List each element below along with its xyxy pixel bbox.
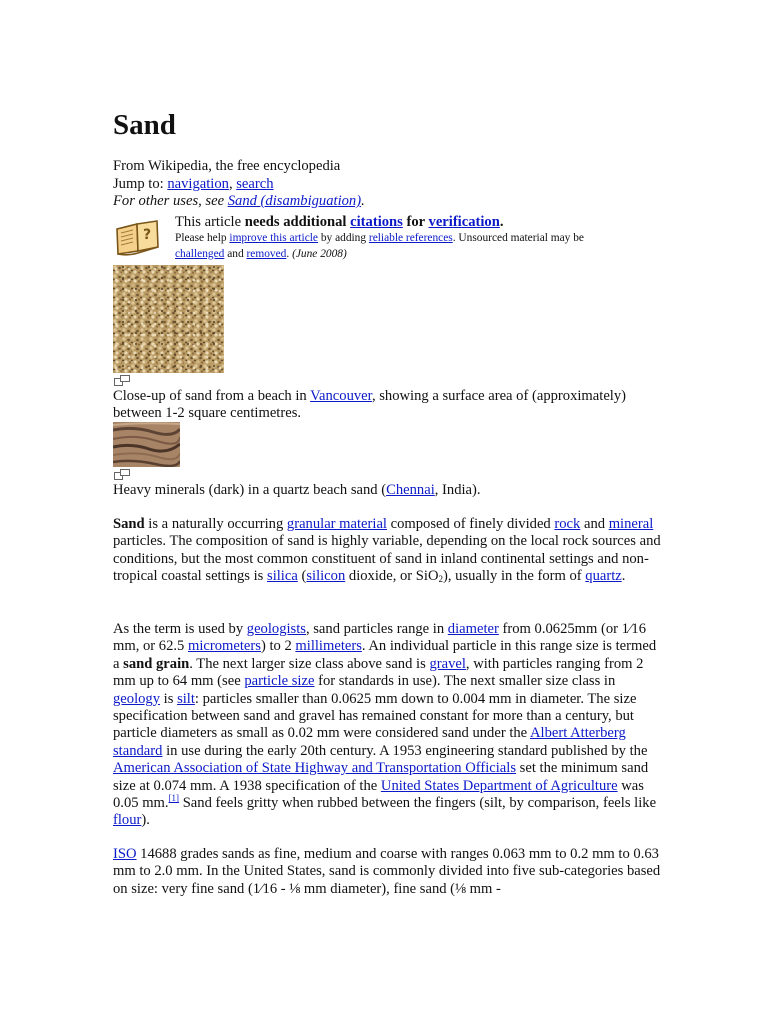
book-question-icon <box>113 217 163 257</box>
notice-text: . Unsourced material may be <box>452 232 584 244</box>
paragraph-text: . The next larger size class above sand is <box>189 655 430 672</box>
hatnote-prefix: For other uses, see <box>113 193 228 209</box>
reference-1-link[interactable]: [1] <box>168 793 180 804</box>
caption-text: , showing a surface area of (approximately) between 1-2 square centimetres. <box>113 388 627 422</box>
paragraph-text: from 0.0625mm (or 1⁄16 mm, or 62.5 <box>113 621 647 655</box>
paragraph-text: ), usually in the form of <box>443 568 586 585</box>
paragraph-text: was 0.05 mm. <box>113 777 644 812</box>
notice-detail <box>175 231 655 262</box>
iso-paragraph <box>113 846 661 898</box>
paragraph-text: , sand particles range in <box>305 621 448 637</box>
heavy-minerals-image[interactable] <box>113 422 180 467</box>
page-title: Sand <box>113 109 176 141</box>
millimeters-link[interactable]: millimeters <box>295 638 362 655</box>
notice-text: . <box>286 247 293 260</box>
chennai-link[interactable]: Chennai <box>386 482 435 498</box>
paragraph-text: ). <box>141 812 150 829</box>
hatnote-suffix: . <box>361 193 365 209</box>
granular-material-link[interactable]: granular material <box>286 516 387 532</box>
standard-link[interactable]: standard <box>113 742 163 759</box>
geologists-link[interactable]: geologists <box>246 621 306 637</box>
silt-link[interactable]: silt <box>177 690 195 707</box>
enlarge-icon[interactable] <box>114 375 130 386</box>
paragraph-text: set the minimum sand size at 0.074 mm. A 1938 specification of the <box>113 760 649 794</box>
subscript: 2 <box>438 574 444 585</box>
intro-paragraph <box>113 516 661 586</box>
paragraph-text: dioxide, or SiO <box>345 568 439 585</box>
reliable-references-link[interactable]: reliable references <box>368 232 453 244</box>
albert-atterberg-link[interactable]: Albert Atterberg <box>530 725 626 742</box>
challenged-link[interactable]: challenged <box>175 247 225 260</box>
notice-emphasis: needs additional <box>244 214 351 230</box>
diameter-link[interactable]: diameter <box>447 621 499 637</box>
mineral-link[interactable]: mineral <box>608 516 654 532</box>
jump-links <box>113 176 274 193</box>
notice-text: by adding <box>317 232 369 244</box>
silicon-link[interactable]: silicon <box>306 568 346 585</box>
particle-size-link[interactable]: particle size <box>244 673 315 690</box>
navigation-link[interactable]: navigation <box>167 176 229 192</box>
paragraph-text: ( <box>297 568 307 585</box>
paragraph-text: in use during the early 20th century. A 1953 engineering standard published by the <box>162 742 648 759</box>
notice-period: . <box>499 214 504 230</box>
paragraph-text: . <box>621 568 626 585</box>
removed-link[interactable]: removed <box>246 247 287 260</box>
quartz-link[interactable]: quartz <box>585 568 622 585</box>
search-link[interactable]: search <box>236 176 274 192</box>
citations-link[interactable]: citations <box>350 214 403 230</box>
caption-text: Close-up of sand from a beach in <box>113 388 311 404</box>
notice-text: This article <box>175 214 245 230</box>
geology-link[interactable]: geology <box>113 690 161 707</box>
caption-text: Heavy minerals (dark) in a quartz beach sand ( <box>113 482 387 498</box>
term-sand: Sand <box>113 516 145 532</box>
rock-link[interactable]: rock <box>554 516 581 532</box>
gravel-link[interactable]: gravel <box>429 655 466 672</box>
usda-link[interactable]: United States Department of Agriculture <box>380 777 618 794</box>
notice-text: and <box>224 247 247 260</box>
figure-caption <box>113 388 663 423</box>
paragraph-text: As the term is used by <box>113 621 247 637</box>
grain-size-paragraph <box>113 621 661 830</box>
verification-link[interactable]: verification <box>428 214 500 230</box>
hatnote <box>113 193 365 210</box>
paragraph-text: is <box>160 690 178 707</box>
paragraph-text: for standards in use). The next smaller size class in <box>314 673 616 690</box>
improve-article-link[interactable]: improve this article <box>229 232 318 244</box>
term-sand-grain: sand grain <box>123 655 190 672</box>
enlarge-icon[interactable] <box>114 469 130 480</box>
jump-separator: , <box>228 176 237 192</box>
micrometers-link[interactable]: micrometers <box>188 638 261 655</box>
sand-closeup-image[interactable] <box>113 265 224 373</box>
paragraph-text: ) to 2 <box>260 638 296 655</box>
aashto-link[interactable]: American Association of State Highway and Transportation Officials <box>113 760 517 777</box>
paragraph-text: composed of finely divided <box>386 516 555 532</box>
notice-text: Please help <box>175 232 230 244</box>
figure-caption <box>113 482 663 499</box>
vancouver-link[interactable]: Vancouver <box>310 388 372 404</box>
silica-link[interactable]: silica <box>267 568 298 585</box>
paragraph-text: , with particles ranging from 2 mm up to 64 mm (see <box>113 655 644 690</box>
tagline: From Wikipedia, the free encyclopedia <box>113 158 341 174</box>
paragraph-text: 14688 grades sands as fine, medium and coarse with ranges 0.063 mm to 0.2 mm to 0.63 mm to 2.0 mm. In the United States, sand is commonly divided into five sub-categories based on size: very fine sand (1⁄16 - ⅛ mm diameter), fine sand (⅛ mm - <box>113 846 661 897</box>
paragraph-text: Sand feels gritty when rubbed between the fingers (silt, by comparison, feels like <box>179 795 657 812</box>
notice-headline <box>175 213 655 231</box>
svg-text:?: ? <box>142 227 152 243</box>
notice-emphasis: for <box>402 214 429 230</box>
jump-prefix: Jump to: <box>113 176 168 192</box>
notice-date: (June 2008) <box>292 247 347 260</box>
caption-text: , India). <box>434 482 481 498</box>
disambiguation-link[interactable]: Sand (disambiguation) <box>227 193 362 209</box>
paragraph-text: is a naturally occurring <box>144 516 287 532</box>
paragraph-text: and <box>580 516 609 532</box>
paragraph-text: particles. The composition of sand is highly variable, depending on the local rock sources and conditions, but the most common constituent of sand in inland continental settings and non-tropical coastal settings is <box>113 533 661 585</box>
paragraph-text: . An individual particle in this range size is termed a <box>113 638 657 672</box>
paragraph-text: : particles smaller than 0.0625 mm down to 0.004 mm in diameter. The size specification between sand and gravel has remained constant for more than a century, but particle diameters as small as 0.02 mm were considered sand under the <box>113 690 637 742</box>
flour-link[interactable]: flour <box>113 812 142 829</box>
iso-link[interactable]: ISO <box>113 846 137 862</box>
